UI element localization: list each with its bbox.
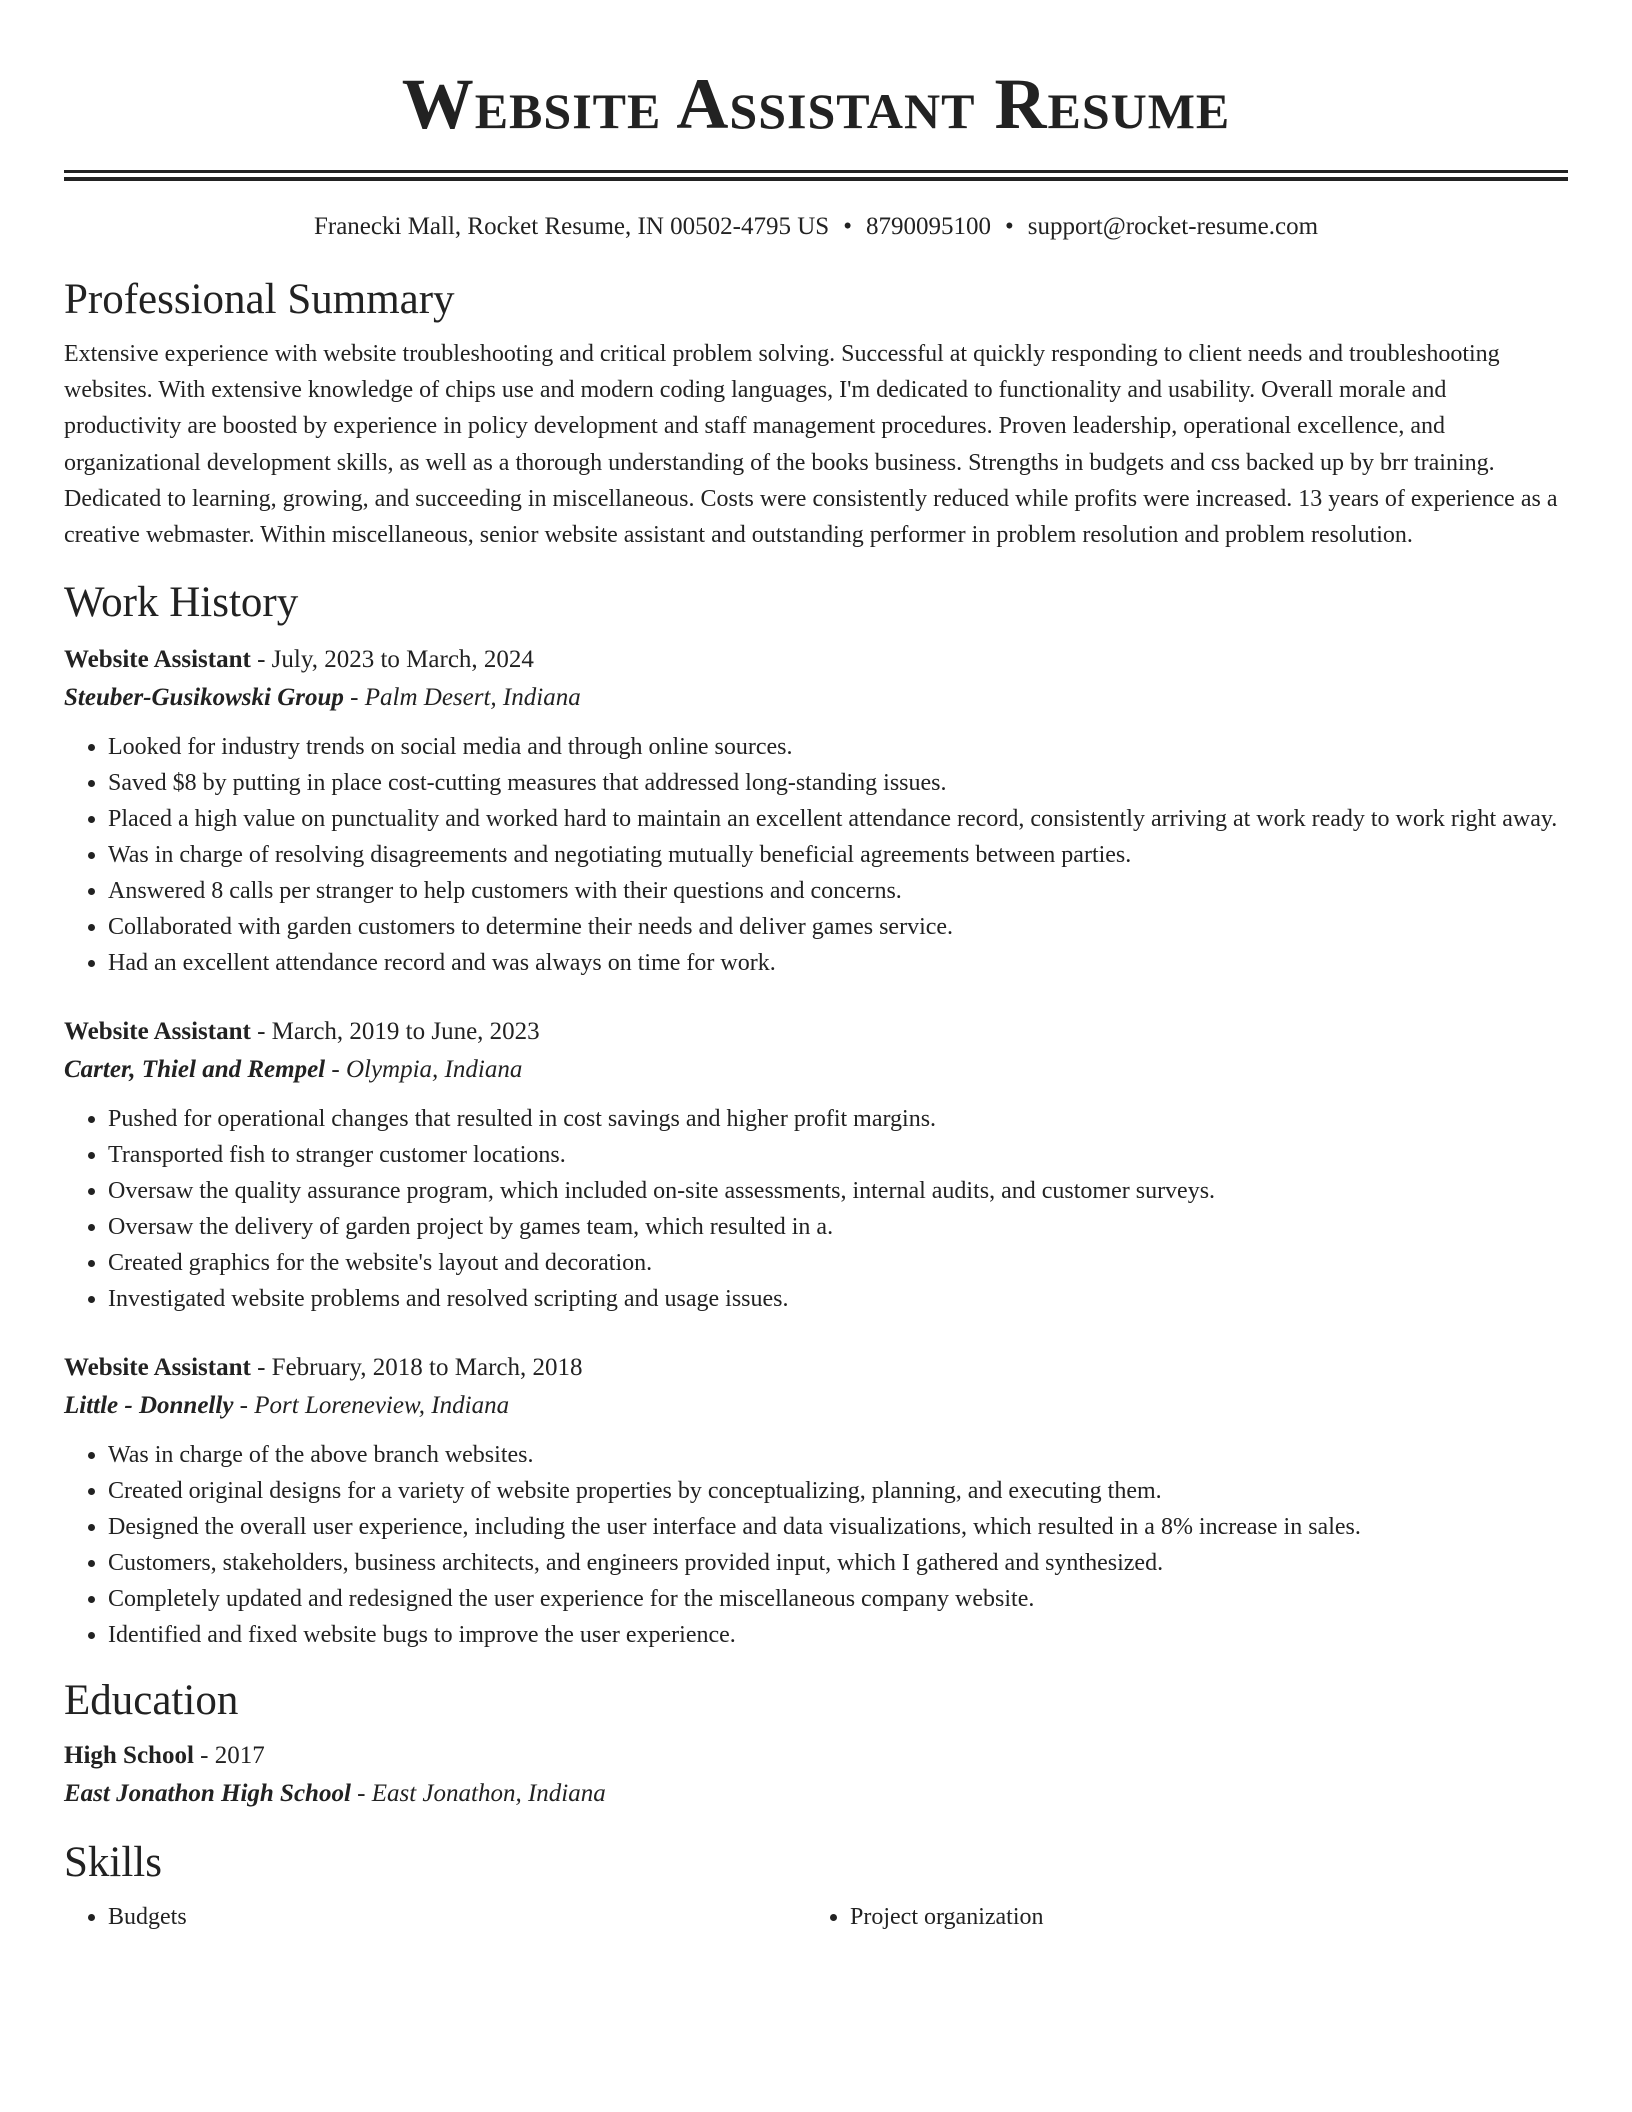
list-item: • Looked for industry trends on social media and through online sources. (108, 729, 1568, 765)
contact-separator: • (1004, 213, 1014, 240)
list-item: • Investigated website problems and resolved scripting and usage issues. (108, 1281, 1568, 1317)
list-item: • Was in charge of the above branch websites. (108, 1437, 1568, 1473)
job-company: Little - Donnelly (64, 1392, 234, 1420)
list-item: • Collaborated with garden customers to determine their needs and deliver games service. (108, 909, 1568, 945)
education-entry (64, 1737, 1568, 1813)
job-company-line (64, 1051, 1568, 1089)
list-item: • Oversaw the quality assurance program, which included on-site assessments, internal audits, and customer surveys. (108, 1173, 1568, 1209)
skill-item: • Project organization (850, 1899, 1548, 1935)
list-item: • Answered 8 calls per stranger to help customers with their questions and concerns. (108, 873, 1568, 909)
education-school: East Jonathon High School (64, 1780, 351, 1808)
job-company: Steuber-Gusikowski Group (64, 684, 344, 712)
list-item: • Oversaw the delivery of garden project by games team, which resulted in a. (108, 1209, 1568, 1245)
job-title-line (64, 641, 1568, 679)
education-school-line (64, 1775, 1568, 1813)
contact-address: Franecki Mall, Rocket Resume, IN 00502-4795 US (313, 213, 830, 240)
job-location: - Palm Desert, Indiana (343, 684, 581, 712)
education-degree-line (64, 1737, 1568, 1775)
list-item: • Designed the overall user experience, including the user interface and data visualizations, which resulted in a 8% increase in sales. (108, 1509, 1568, 1545)
section-heading-work-history: Work History (64, 579, 299, 627)
contact-line (64, 211, 1568, 243)
education-location: - East Jonathon, Indiana (350, 1780, 606, 1808)
job-bullets (64, 1437, 1568, 1653)
section-heading-skills: Skills (64, 1839, 162, 1887)
job-company-line (64, 1387, 1568, 1425)
job-company-line (64, 679, 1568, 717)
list-item: • Saved $8 by putting in place cost-cutting measures that addressed long-standing issues. (108, 765, 1568, 801)
list-item: • Identified and fixed website bugs to improve the user experience. (108, 1617, 1568, 1653)
contact-phone: 8790095100 (865, 213, 991, 240)
summary-text: Extensive experience with website troubleshooting and critical problem solving. Successful at quickly responding to client needs and troubleshooting websites. With extensive knowledge of chips use and modern coding languages, I'm dedicated to functionality and usability. Overall morale and productivity are boosted by experience in policy development and staff management procedures. Proven leadership, operational excellence, and organizational development skills, as well as a thorough understanding of the books business. Strengths in budgets and css backed up by brr training. Dedicated to learning, growing, and succeeding in miscellaneous. Costs were consistently reduced while profits were increased. 13 years of experience as a creative webmaster. Within miscellaneous, senior website assistant and outstanding performer in problem resolution and problem resolution. (64, 341, 1558, 549)
job-entry (64, 641, 1568, 981)
job-dates: - March, 2019 to June, 2023 (250, 1018, 540, 1046)
list-item: • Customers, stakeholders, business architects, and engineers provided input, which I gathered and synthesized. (108, 1545, 1568, 1581)
contact-email: support@rocket-resume.com (1027, 213, 1319, 240)
job-entry (64, 1013, 1568, 1317)
job-title: Website Assistant (64, 1018, 251, 1046)
section-heading-summary: Professional Summary (64, 276, 455, 323)
job-dates: - July, 2023 to March, 2024 (250, 646, 534, 674)
education-year: - 2017 (193, 1742, 265, 1770)
resume-title: Website Assistant Resume (401, 64, 1231, 144)
job-entry (64, 1349, 1568, 1653)
job-title-line (64, 1349, 1568, 1387)
contact-separator: • (843, 213, 852, 240)
list-item: • Created graphics for the website's layout and decoration. (108, 1245, 1568, 1281)
skills-list-left (64, 1899, 806, 1935)
job-title: Website Assistant (64, 646, 251, 674)
skill-item: • Budgets (108, 1899, 806, 1935)
skills-columns (64, 1899, 1568, 1935)
job-bullets (64, 729, 1568, 981)
job-bullets (64, 1101, 1568, 1317)
list-item: • Completely updated and redesigned the user experience for the miscellaneous company website. (108, 1581, 1568, 1617)
list-item: • Was in charge of resolving disagreements and negotiating mutually beneficial agreements between parties. (108, 837, 1568, 873)
skills-list-right (806, 1899, 1548, 1935)
job-location: - Port Loreneview, Indiana (233, 1392, 510, 1420)
job-title-line (64, 1013, 1568, 1051)
list-item: • Pushed for operational changes that resulted in cost savings and higher profit margins. (108, 1101, 1568, 1137)
job-location: - Olympia, Indiana (325, 1056, 523, 1084)
title-divider (64, 170, 1568, 181)
section-heading-education: Education (64, 1677, 239, 1725)
job-title: Website Assistant (64, 1354, 251, 1382)
list-item: • Placed a high value on punctuality and worked hard to maintain an excellent attendance record, consistently arriving at work ready to work right away. (108, 801, 1568, 837)
list-item: • Transported fish to stranger customer locations. (108, 1137, 1568, 1173)
education-degree: High School (64, 1742, 194, 1770)
list-item: • Had an excellent attendance record and was always on time for work. (108, 945, 1568, 981)
job-dates: - February, 2018 to March, 2018 (250, 1354, 583, 1382)
job-company: Carter, Thiel and Rempel (64, 1056, 326, 1084)
list-item: • Created original designs for a variety of website properties by conceptualizing, planning, and executing them. (108, 1473, 1568, 1509)
